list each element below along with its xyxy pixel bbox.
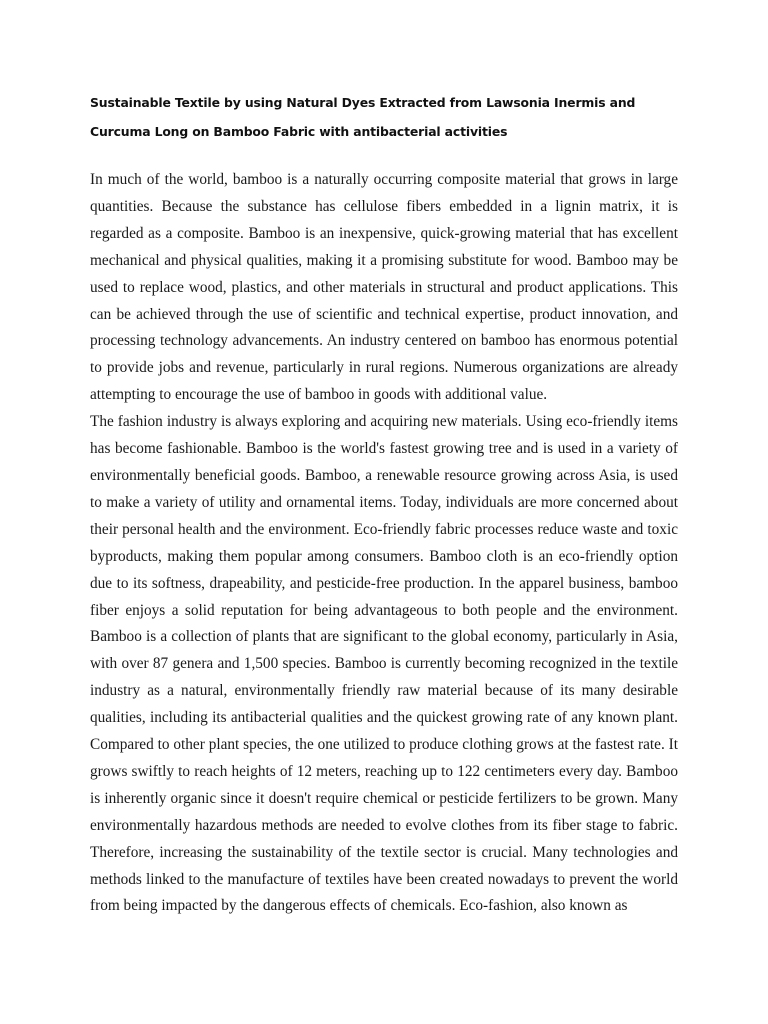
paragraph-1: In much of the world, bamboo is a naturally occurring composite material that grows in large quantities. Because the substance has cellulose fibers embedded in a lignin matrix, it is regarded as a composite. Bamboo is an inexpensive, quick-growing material that has excellent mechanical and physical qualities, making it a promising substitute for wood. Bamboo may be used to replace wood, plastics, and other materials in structural and product applications. This can be achieved through the use of scientific and technical expertise, product innovation, and processing technology advancements. An industry centered on bamboo has enormous potential to provide jobs and revenue, particularly in rural regions. Numerous organizations are already attempting to encourage the use of bamboo in goods with additional value. <box>90 171 678 404</box>
paragraph-2: The fashion industry is always exploring and acquiring new materials. Using eco-friendly items has become fashionable. Bamboo is the world's fastest growing tree and is used in a variety of environmentally beneficial goods. Bamboo, a renewable resource growing across Asia, is used to make a variety of utility and ornamental items. Today, individuals are more concerned about their personal health and the environment. Eco-friendly fabric processes reduce waste and toxic byproducts, making them popular among consumers. Bamboo cloth is an eco-friendly option due to its softness, drapeability, and pesticide-free production. In the apparel business, bamboo fiber enjoys a solid reputation for being advantageous to both people and the environment. Bamboo is a collection of plants that are significant to the global economy, particularly in Asia, with over 87 genera and 1,500 species. Bamboo is currently becoming recognized in the textile industry as a natural, environmentally friendly raw material because of its many desirable qualities, including its antibacterial qualities and the quickest growing rate of any known plant. Compared to other plant species, the one utilized to produce clothing grows at the fastest rate. It grows swiftly to reach heights of 12 meters, reaching up to 122 centimeters every day. Bamboo is inherently organic since it doesn't require chemical or pesticide fertilizers to be grown. Many environmentally hazardous methods are needed to evolve clothes from its fiber stage to fabric. Therefore, increasing the sustainability of the textile sector is crucial. Many technologies and methods linked to the manufacture of textiles have been created nowadays to prevent the world from being impacted by the dangerous effects of chemicals. Eco-fashion, also known as <box>90 413 678 915</box>
document-page <box>90 0 678 920</box>
document-title: Sustainable Textile by using Natural Dyes Extracted from Lawsonia Inermis and Curcuma Long on Bamboo Fabric with antibacterial activities <box>90 95 636 139</box>
